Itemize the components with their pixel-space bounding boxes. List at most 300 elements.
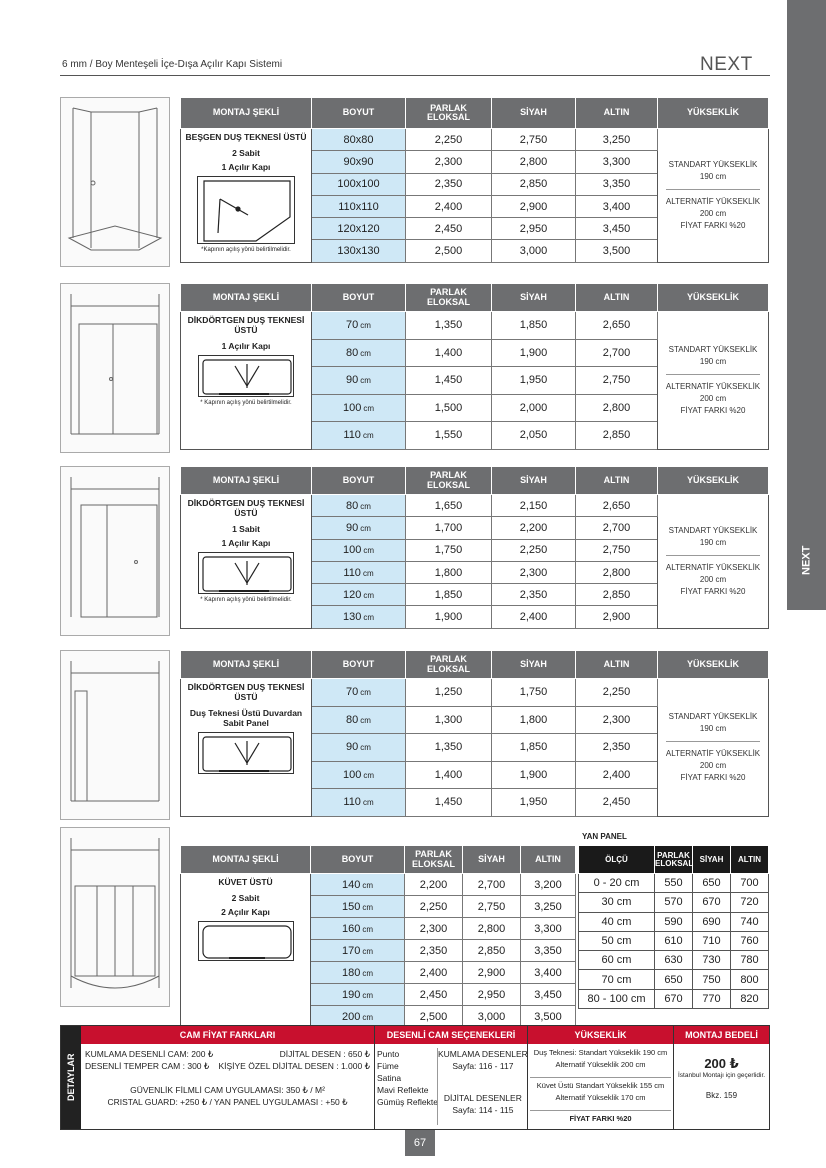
std-height-value: 190 cm bbox=[699, 723, 727, 733]
size-value: 110x110 bbox=[338, 200, 379, 213]
price-altin: 2,750 bbox=[576, 367, 658, 395]
size-value: 110 bbox=[343, 796, 361, 809]
size-value: 130x130 bbox=[337, 245, 380, 258]
shower-tray-diagram bbox=[198, 355, 294, 397]
size-unit: cm bbox=[363, 770, 375, 780]
col-parlak-eloksal: PARLAK ELOKSAL bbox=[406, 467, 492, 495]
sp-size: 30 cm bbox=[579, 893, 655, 912]
size-value: 160 bbox=[341, 922, 361, 935]
size-unit: cm bbox=[360, 688, 371, 698]
col-yukseklik: YÜKSEKLİK bbox=[658, 98, 769, 129]
price-parlak: 1,300 bbox=[406, 706, 492, 734]
price-parlak: 2,250 bbox=[405, 896, 463, 918]
height-info-title: YÜKSEKLİK bbox=[528, 1026, 673, 1044]
sp-price-parlak: 650 bbox=[655, 970, 693, 989]
std-height-label: STANDART YÜKSEKLİK bbox=[668, 159, 758, 169]
size-value: 90 bbox=[346, 374, 359, 387]
sp-price-siyah: 750 bbox=[693, 970, 731, 989]
std-height-label: STANDART YÜKSEKLİK bbox=[668, 525, 758, 535]
size-cell bbox=[311, 874, 405, 896]
col-altin: ALTIN bbox=[576, 284, 658, 312]
price-siyah: 1,850 bbox=[492, 312, 576, 340]
std-height-label: STANDART YÜKSEKLİK bbox=[668, 711, 758, 721]
custom-digital-price: KİŞİYE ÖZEL DİJİTAL DESEN : 1.000 ₺ bbox=[218, 1061, 370, 1071]
price-siyah: 2,900 bbox=[492, 195, 576, 217]
page-number: 67 bbox=[405, 1130, 435, 1156]
std-height-value: 190 cm bbox=[699, 171, 727, 181]
col-altin: ALTIN bbox=[576, 98, 658, 129]
size-unit: cm bbox=[362, 968, 374, 978]
col-altin: ALTIN bbox=[521, 846, 576, 874]
glass-price-diff bbox=[81, 1026, 374, 1129]
price-parlak: 1,750 bbox=[406, 539, 492, 561]
std-height-label: STANDART YÜKSEKLİK bbox=[668, 344, 758, 354]
price-altin: 2,650 bbox=[576, 495, 658, 517]
sandblast-patterns: KUMLAMA DESENLER bbox=[438, 1049, 528, 1059]
height-price-diff: FİYAT FARKI %20 bbox=[680, 586, 746, 596]
direction-note: * Kapının açılış yönü belirtilmelidir. bbox=[200, 400, 292, 406]
sp-size: 0 - 20 cm bbox=[579, 874, 655, 893]
price-siyah: 2,050 bbox=[492, 422, 576, 450]
size-value: 90x90 bbox=[343, 155, 374, 168]
sp-price-parlak: 610 bbox=[655, 931, 693, 950]
price-altin: 2,700 bbox=[576, 339, 658, 367]
tempered-price: DESENLİ TEMPER CAM : 300 ₺ bbox=[85, 1061, 210, 1071]
shower-tray-diagram bbox=[198, 732, 294, 774]
price-altin: 3,400 bbox=[521, 962, 576, 984]
details-footer bbox=[60, 1025, 770, 1130]
mounting-detail-2: 1 Açılır Kapı bbox=[221, 162, 271, 172]
size-cell bbox=[312, 151, 406, 173]
mounting-type: BEŞGEN DUŞ TEKNESİ ÜSTÜ bbox=[185, 132, 307, 142]
alt-height-label: ALTERNATİF YÜKSEKLİK bbox=[665, 562, 761, 572]
price-siyah: 1,800 bbox=[492, 706, 576, 734]
price-siyah: 2,800 bbox=[463, 918, 521, 940]
side-panel-row bbox=[579, 912, 769, 931]
price-altin: 2,900 bbox=[576, 606, 658, 628]
height-line-4: Alternatif Yükseklik 170 cm bbox=[555, 1093, 646, 1102]
sp-price-siyah: 710 bbox=[693, 931, 731, 950]
sp-col-siyah: SİYAH bbox=[693, 846, 731, 874]
side-tab bbox=[787, 0, 826, 610]
price-siyah: 1,900 bbox=[492, 339, 576, 367]
sp-price-altin: 720 bbox=[731, 893, 769, 912]
price-parlak: 1,400 bbox=[406, 761, 492, 789]
price-parlak: 2,250 bbox=[406, 129, 492, 151]
mounting-detail-2: 1 Açılır Kapı bbox=[221, 538, 271, 548]
sp-price-siyah: 670 bbox=[693, 893, 731, 912]
size-unit: cm bbox=[362, 924, 374, 934]
col-boyut: BOYUT bbox=[311, 846, 405, 874]
size-cell bbox=[312, 195, 406, 217]
price-siyah: 2,700 bbox=[463, 874, 521, 896]
size-value: 110 bbox=[343, 566, 361, 579]
size-value: 150 bbox=[341, 900, 361, 913]
size-unit: cm bbox=[362, 946, 374, 956]
mounting-description bbox=[181, 679, 312, 817]
sp-col-olcu: ÖLÇÜ bbox=[579, 846, 655, 874]
price-altin: 3,350 bbox=[521, 940, 576, 962]
rect-fixed-door-illustration bbox=[61, 467, 169, 635]
sp-price-siyah: 690 bbox=[693, 912, 731, 931]
size-unit: cm bbox=[362, 431, 374, 441]
col-parlak-eloksal: PARLAK ELOKSAL bbox=[406, 284, 492, 312]
price-siyah: 2,850 bbox=[492, 173, 576, 195]
size-cell bbox=[312, 495, 406, 517]
shower-tray-diagram bbox=[198, 921, 294, 961]
size-value: 90 bbox=[346, 741, 359, 754]
pentagon-cabin-illustration bbox=[61, 98, 169, 266]
pattern-option: Gümüş Reflekte bbox=[377, 1097, 438, 1107]
price-parlak: 2,500 bbox=[406, 240, 492, 262]
price-table-wall-panel bbox=[180, 650, 769, 817]
col-siyah: SİYAH bbox=[492, 467, 576, 495]
size-cell bbox=[312, 561, 406, 583]
price-siyah: 2,200 bbox=[492, 517, 576, 539]
price-parlak: 1,450 bbox=[406, 367, 492, 395]
price-parlak: 1,500 bbox=[406, 394, 492, 422]
height-separator bbox=[666, 555, 760, 556]
side-panel-row bbox=[579, 951, 769, 970]
col-boyut: BOYUT bbox=[312, 98, 406, 129]
price-altin: 2,300 bbox=[576, 706, 658, 734]
price-siyah: 2,300 bbox=[492, 561, 576, 583]
product-image-bathtub bbox=[60, 827, 170, 1007]
price-altin: 3,250 bbox=[521, 896, 576, 918]
price-siyah: 2,900 bbox=[463, 962, 521, 984]
product-image-pentagon bbox=[60, 97, 170, 267]
product-image-rect2 bbox=[60, 466, 170, 636]
cristal-guard-price: CRISTAL GUARD: +250 ₺ / YAN PANEL UYGULAMASI : +50 ₺ bbox=[107, 1097, 348, 1107]
col-parlak-eloksal: PARLAK ELOKSAL bbox=[406, 98, 492, 129]
size-cell bbox=[312, 539, 406, 561]
sp-col-parlak: PARLAK ELOKSAL bbox=[655, 846, 693, 874]
price-altin: 2,700 bbox=[576, 517, 658, 539]
size-cell bbox=[312, 679, 406, 707]
mounting-description bbox=[181, 874, 311, 1028]
rect-cabin-illustration bbox=[61, 284, 169, 452]
height-options bbox=[658, 679, 769, 817]
col-parlak-eloksal: PARLAK ELOKSAL bbox=[406, 651, 492, 679]
size-value: 140 bbox=[341, 878, 361, 891]
size-value: 120 bbox=[342, 588, 362, 601]
digital-pages: Sayfa: 114 - 115 bbox=[452, 1105, 514, 1115]
size-unit: cm bbox=[360, 715, 371, 725]
size-unit: cm bbox=[363, 613, 375, 623]
size-value: 170 bbox=[341, 944, 361, 957]
col-siyah: SİYAH bbox=[492, 98, 576, 129]
size-unit: cm bbox=[363, 546, 375, 556]
size-cell bbox=[312, 173, 406, 195]
pattern-options-title: DESENLİ CAM SEÇENEKLERİ bbox=[375, 1026, 527, 1044]
price-parlak: 2,400 bbox=[405, 962, 463, 984]
col-siyah: SİYAH bbox=[492, 284, 576, 312]
price-parlak: 2,500 bbox=[405, 1006, 463, 1028]
table-row bbox=[181, 874, 576, 896]
col-montaj: MONTAJ ŞEKLİ bbox=[181, 284, 312, 312]
height-line-1: Duş Teknesi: Standart Yükseklik 190 cm bbox=[533, 1048, 668, 1057]
col-montaj: MONTAJ ŞEKLİ bbox=[181, 651, 312, 679]
mounting-type: DİKDÖRTGEN DUŞ TEKNESİ ÜSTÜ bbox=[187, 498, 305, 518]
price-siyah: 2,350 bbox=[492, 584, 576, 606]
sp-price-altin: 820 bbox=[731, 989, 769, 1008]
price-altin: 3,350 bbox=[576, 173, 658, 195]
sp-price-altin: 760 bbox=[731, 931, 769, 950]
pattern-option: Füme bbox=[377, 1061, 399, 1071]
col-altin: ALTIN bbox=[576, 467, 658, 495]
size-value: 130 bbox=[342, 611, 362, 624]
pattern-option: Satina bbox=[377, 1073, 402, 1083]
product-image-rect1 bbox=[60, 283, 170, 453]
price-altin: 2,350 bbox=[576, 734, 658, 762]
price-altin: 3,450 bbox=[521, 984, 576, 1006]
height-options bbox=[658, 495, 769, 629]
size-cell bbox=[312, 706, 406, 734]
alt-height-value: 200 cm bbox=[699, 208, 727, 218]
mounting-description bbox=[181, 312, 312, 450]
table-row bbox=[181, 679, 769, 707]
size-cell bbox=[311, 940, 405, 962]
price-siyah: 2,800 bbox=[492, 151, 576, 173]
price-altin: 2,800 bbox=[576, 394, 658, 422]
size-value: 110 bbox=[343, 429, 361, 442]
direction-note: *Kapının açılış yönü belirtilmelidir. bbox=[201, 247, 291, 253]
price-parlak: 2,300 bbox=[406, 151, 492, 173]
size-value: 80 bbox=[346, 499, 359, 512]
size-cell bbox=[312, 517, 406, 539]
size-unit: cm bbox=[362, 1012, 374, 1022]
size-value: 100 bbox=[342, 401, 362, 414]
size-cell bbox=[311, 896, 405, 918]
mounting-detail: 2 Sabit bbox=[232, 148, 260, 158]
digital-pattern-price: DİJİTAL DESEN : 650 ₺ bbox=[279, 1049, 370, 1059]
mounting-description bbox=[181, 495, 312, 629]
table-row bbox=[181, 129, 769, 151]
mounting-detail: 2 Sabit bbox=[231, 893, 260, 903]
mounting-type: DİKDÖRTGEN DUŞ TEKNESİ ÜSTÜ bbox=[187, 315, 305, 335]
price-table-bathtub bbox=[180, 845, 576, 1028]
alt-height-value: 200 cm bbox=[699, 760, 727, 770]
col-siyah: SİYAH bbox=[492, 651, 576, 679]
price-altin: 2,750 bbox=[576, 539, 658, 561]
size-value: 180 bbox=[341, 966, 361, 979]
price-parlak: 2,450 bbox=[405, 984, 463, 1006]
price-parlak: 1,550 bbox=[406, 422, 492, 450]
table-row bbox=[181, 312, 769, 340]
sp-price-parlak: 630 bbox=[655, 951, 693, 970]
side-tab-label: NEXT bbox=[800, 545, 813, 575]
price-altin: 3,500 bbox=[521, 1006, 576, 1028]
size-cell bbox=[312, 394, 406, 422]
sandblast-pages: Sayfa: 116 - 117 bbox=[452, 1061, 514, 1071]
price-altin: 3,300 bbox=[576, 151, 658, 173]
glass-price-diff-title: CAM FİYAT FARKLARI bbox=[81, 1026, 374, 1044]
side-panel-row bbox=[579, 893, 769, 912]
price-altin: 2,400 bbox=[576, 761, 658, 789]
price-parlak: 1,800 bbox=[406, 561, 492, 583]
price-altin: 3,300 bbox=[521, 918, 576, 940]
sp-size: 60 cm bbox=[579, 951, 655, 970]
height-separator bbox=[666, 189, 760, 190]
price-parlak: 1,350 bbox=[406, 734, 492, 762]
std-height-value: 190 cm bbox=[699, 356, 727, 366]
size-value: 100 bbox=[342, 544, 362, 557]
product-image-panel bbox=[60, 650, 170, 820]
mounting-detail: Duş Teknesi Üstü Duvardan Sabit Panel bbox=[189, 708, 303, 728]
size-unit: cm bbox=[362, 902, 374, 912]
price-siyah: 2,950 bbox=[463, 984, 521, 1006]
side-panel-table bbox=[578, 845, 769, 1009]
size-value: 190 bbox=[341, 988, 361, 1001]
price-parlak: 1,250 bbox=[406, 679, 492, 707]
sp-price-altin: 700 bbox=[731, 874, 769, 893]
price-parlak: 2,350 bbox=[405, 940, 463, 962]
sp-price-siyah: 730 bbox=[693, 951, 731, 970]
size-value: 200 bbox=[341, 1010, 361, 1023]
size-value: 90 bbox=[346, 521, 359, 534]
size-cell bbox=[312, 606, 406, 628]
size-unit: cm bbox=[360, 348, 371, 358]
size-unit: cm bbox=[360, 376, 371, 386]
col-montaj: MONTAJ ŞEKLİ bbox=[181, 98, 312, 129]
height-line-2: Alternatif Yükseklik 200 cm bbox=[555, 1060, 646, 1069]
price-parlak: 1,350 bbox=[406, 312, 492, 340]
sp-price-parlak: 590 bbox=[655, 912, 693, 931]
pattern-option: Mavi Reflekte bbox=[377, 1085, 429, 1095]
size-value: 70 bbox=[346, 319, 359, 332]
size-cell bbox=[312, 734, 406, 762]
sp-price-altin: 800 bbox=[731, 970, 769, 989]
table-row bbox=[181, 495, 769, 517]
price-siyah: 2,950 bbox=[492, 218, 576, 240]
price-altin: 2,250 bbox=[576, 679, 658, 707]
size-value: 80 bbox=[346, 346, 359, 359]
wall-panel-illustration bbox=[61, 651, 169, 819]
size-unit: cm bbox=[360, 523, 371, 533]
price-altin: 3,450 bbox=[576, 218, 658, 240]
price-parlak: 1,650 bbox=[406, 495, 492, 517]
size-cell bbox=[311, 918, 405, 940]
height-separator bbox=[666, 741, 760, 742]
size-unit: cm bbox=[360, 321, 371, 331]
price-siyah: 3,000 bbox=[463, 1006, 521, 1028]
price-siyah: 1,950 bbox=[492, 789, 576, 817]
price-altin: 3,200 bbox=[521, 874, 576, 896]
size-unit: cm bbox=[360, 743, 371, 753]
side-panel-row bbox=[579, 874, 769, 893]
sp-price-altin: 780 bbox=[731, 951, 769, 970]
price-parlak: 1,400 bbox=[406, 339, 492, 367]
price-siyah: 1,900 bbox=[492, 761, 576, 789]
mounting-type: KÜVET ÜSTÜ bbox=[218, 877, 273, 887]
col-siyah: SİYAH bbox=[463, 846, 521, 874]
sp-size: 40 cm bbox=[579, 912, 655, 931]
size-value: 120x120 bbox=[337, 222, 380, 235]
bathtub-cabin-illustration bbox=[61, 828, 169, 1006]
alt-height-value: 200 cm bbox=[699, 393, 727, 403]
size-cell bbox=[312, 584, 406, 606]
sp-size: 80 - 100 cm bbox=[579, 989, 655, 1008]
assembly-price: 200 ₺ bbox=[704, 1056, 739, 1071]
size-cell bbox=[312, 789, 406, 817]
price-siyah: 2,150 bbox=[492, 495, 576, 517]
price-altin: 2,850 bbox=[576, 422, 658, 450]
size-value: 100x100 bbox=[337, 178, 380, 191]
side-panel-row bbox=[579, 989, 769, 1008]
shower-tray-diagram bbox=[197, 176, 295, 244]
size-unit: cm bbox=[362, 990, 374, 1000]
side-panel-title: YAN PANEL bbox=[582, 832, 627, 841]
price-parlak: 2,300 bbox=[405, 918, 463, 940]
price-siyah: 1,950 bbox=[492, 367, 576, 395]
price-table-rect-door bbox=[180, 283, 769, 450]
mounting-detail: 1 Sabit bbox=[232, 524, 260, 534]
height-price-diff: FİYAT FARKI %20 bbox=[680, 220, 746, 230]
price-altin: 2,650 bbox=[576, 312, 658, 340]
sp-price-siyah: 650 bbox=[693, 874, 731, 893]
height-price-diff: FİYAT FARKI %20 bbox=[680, 405, 746, 415]
size-cell bbox=[312, 422, 406, 450]
sp-price-altin: 740 bbox=[731, 912, 769, 931]
assembly-note: İstanbul Montajı için geçerlidir. bbox=[678, 1072, 766, 1079]
col-boyut: BOYUT bbox=[312, 284, 406, 312]
alt-height-label: ALTERNATİF YÜKSEKLİK bbox=[665, 748, 761, 758]
size-unit: cm bbox=[363, 590, 375, 600]
price-parlak: 2,450 bbox=[406, 218, 492, 240]
shower-tray-diagram bbox=[198, 552, 294, 594]
price-parlak: 2,350 bbox=[406, 173, 492, 195]
sp-price-parlak: 550 bbox=[655, 874, 693, 893]
size-cell bbox=[311, 984, 405, 1006]
size-unit: cm bbox=[360, 501, 371, 511]
size-value: 80 bbox=[346, 713, 359, 726]
price-table-pentagon bbox=[180, 97, 769, 263]
height-price-diff: FİYAT FARKI %20 bbox=[530, 1110, 671, 1125]
col-yukseklik: YÜKSEKLİK bbox=[658, 284, 769, 312]
price-siyah: 2,750 bbox=[463, 896, 521, 918]
price-siyah: 2,000 bbox=[492, 394, 576, 422]
price-siyah: 1,750 bbox=[492, 679, 576, 707]
price-altin: 2,850 bbox=[576, 584, 658, 606]
col-yukseklik: YÜKSEKLİK bbox=[658, 467, 769, 495]
price-parlak: 1,900 bbox=[406, 606, 492, 628]
size-cell bbox=[312, 761, 406, 789]
sp-price-parlak: 570 bbox=[655, 893, 693, 912]
height-line-3: Küvet Üstü Standart Yükseklik 155 cm bbox=[530, 1077, 671, 1092]
height-options bbox=[658, 129, 769, 263]
size-unit: cm bbox=[362, 880, 374, 890]
sp-size: 70 cm bbox=[579, 970, 655, 989]
mounting-detail: 1 Açılır Kapı bbox=[221, 341, 271, 351]
size-unit: cm bbox=[362, 798, 374, 808]
height-price-diff: FİYAT FARKI %20 bbox=[680, 772, 746, 782]
size-unit: cm bbox=[363, 403, 375, 413]
sp-price-parlak: 670 bbox=[655, 989, 693, 1008]
direction-note: * Kapının açılış yönü belirtilmelidir. bbox=[200, 597, 292, 603]
header-divider bbox=[60, 75, 770, 76]
alt-height-value: 200 cm bbox=[699, 574, 727, 584]
side-panel-row bbox=[579, 970, 769, 989]
height-info bbox=[527, 1026, 673, 1129]
sp-size: 50 cm bbox=[579, 931, 655, 950]
details-side-label: DETAYLAR bbox=[61, 1026, 81, 1129]
col-boyut: BOYUT bbox=[312, 651, 406, 679]
col-altin: ALTIN bbox=[576, 651, 658, 679]
pattern-option: Punto bbox=[377, 1049, 400, 1059]
brand-logo: NEXT bbox=[700, 54, 753, 75]
assembly-fee-title: MONTAJ BEDELİ bbox=[674, 1026, 769, 1044]
col-montaj: MONTAJ ŞEKLİ bbox=[181, 467, 312, 495]
